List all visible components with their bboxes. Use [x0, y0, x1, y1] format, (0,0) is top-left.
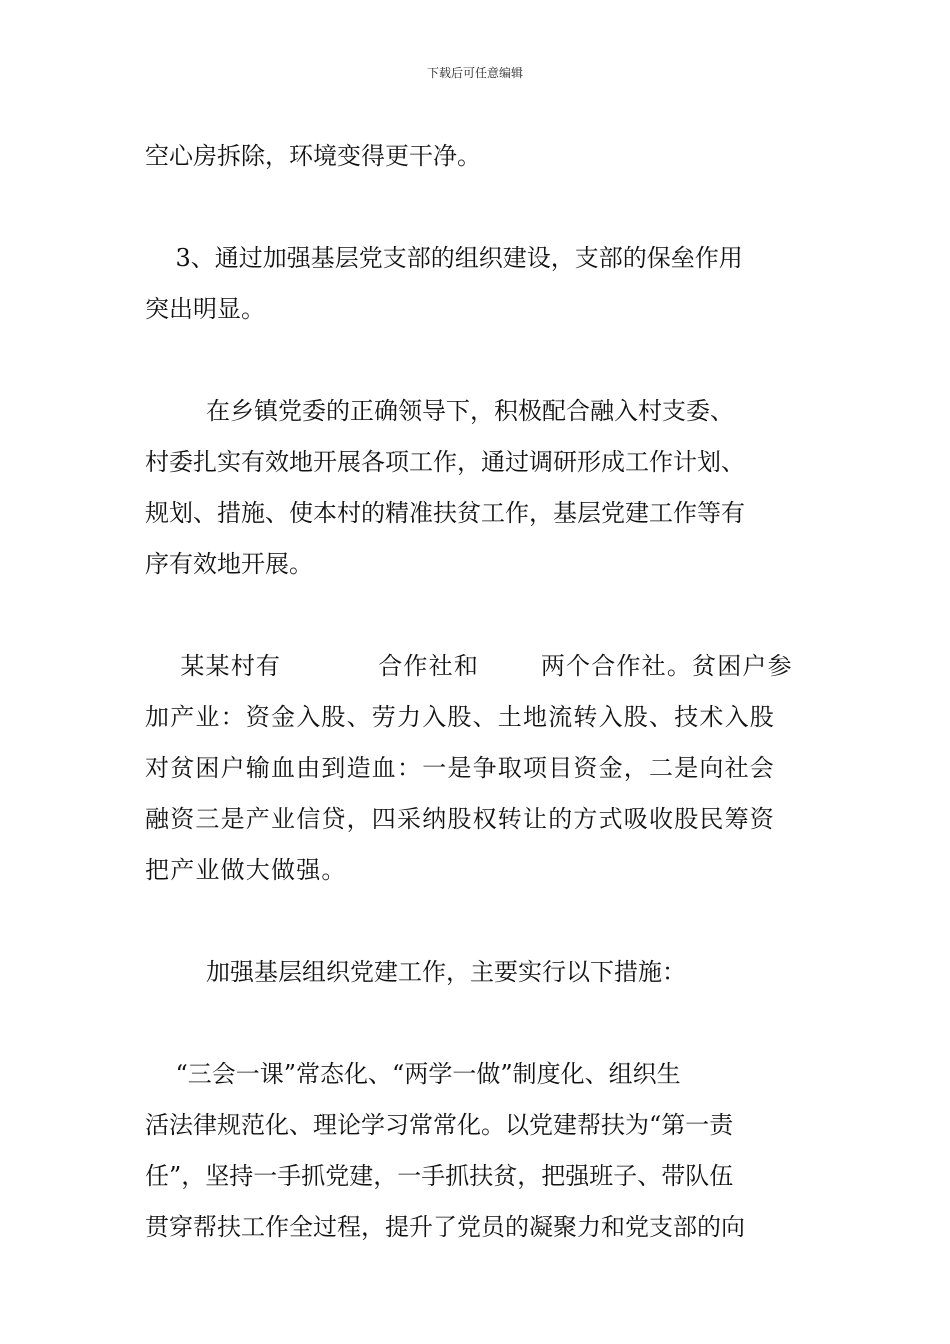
- text-line: 空心房拆除，环境变得更干净。: [145, 142, 481, 170]
- paragraph-5: [145, 947, 805, 998]
- text-line: 某某村有 合作社和 两个合作社。贫困户参: [145, 652, 793, 680]
- text-line: 加产业：资金入股、劳力入股、土地流转入股、技术入股: [145, 703, 775, 731]
- text-line: 融资三是产业信贷，四采纳股权转让的方式吸收股民筹资: [145, 805, 775, 833]
- header-text: 下载后可任意编辑: [426, 66, 523, 80]
- text-line: 贯穿帮扶工作全过程，提升了党员的凝聚力和党支部的向: [145, 1213, 745, 1241]
- paragraph-3: [145, 386, 805, 590]
- text-line: 规划、措施、使本村的精准扶贫工作，基层党建工作等有: [145, 499, 745, 527]
- text-line: 活法律规范化、理论学习常常化。以党建帮扶为“第一责: [145, 1111, 734, 1139]
- text-line: 村委扎实有效地开展各项工作，通过调研形成工作计划、: [145, 448, 745, 476]
- paragraph-2: [145, 233, 805, 335]
- text-line: 序有效地开展。: [145, 550, 313, 578]
- text-line: 加强基层组织党建工作，主要实行以下措施：: [145, 958, 687, 986]
- text-line: “三会一课”常态化、“两学一做”制度化、组织生: [145, 1060, 681, 1088]
- paragraph-1: [145, 131, 805, 182]
- text-line: 把产业做大做强。: [145, 856, 347, 884]
- page-header: [0, 66, 950, 80]
- text-line: 3、通过加强基层党支部的组织建设，支部的保垒作用: [145, 244, 743, 272]
- text-line: 突出明显。: [145, 295, 265, 323]
- text-line: 任”，坚持一手抓党建，一手抓扶贫，把强班子、带队伍: [145, 1162, 734, 1190]
- document-body: [145, 131, 805, 1253]
- paragraph-6: [145, 1049, 805, 1253]
- text-line: 对贫困户输血由到造血：一是争取项目资金，二是向社会: [145, 754, 775, 782]
- text-line: 在乡镇党委的正确领导下，积极配合融入村支委、: [145, 397, 735, 425]
- paragraph-4: [145, 641, 805, 896]
